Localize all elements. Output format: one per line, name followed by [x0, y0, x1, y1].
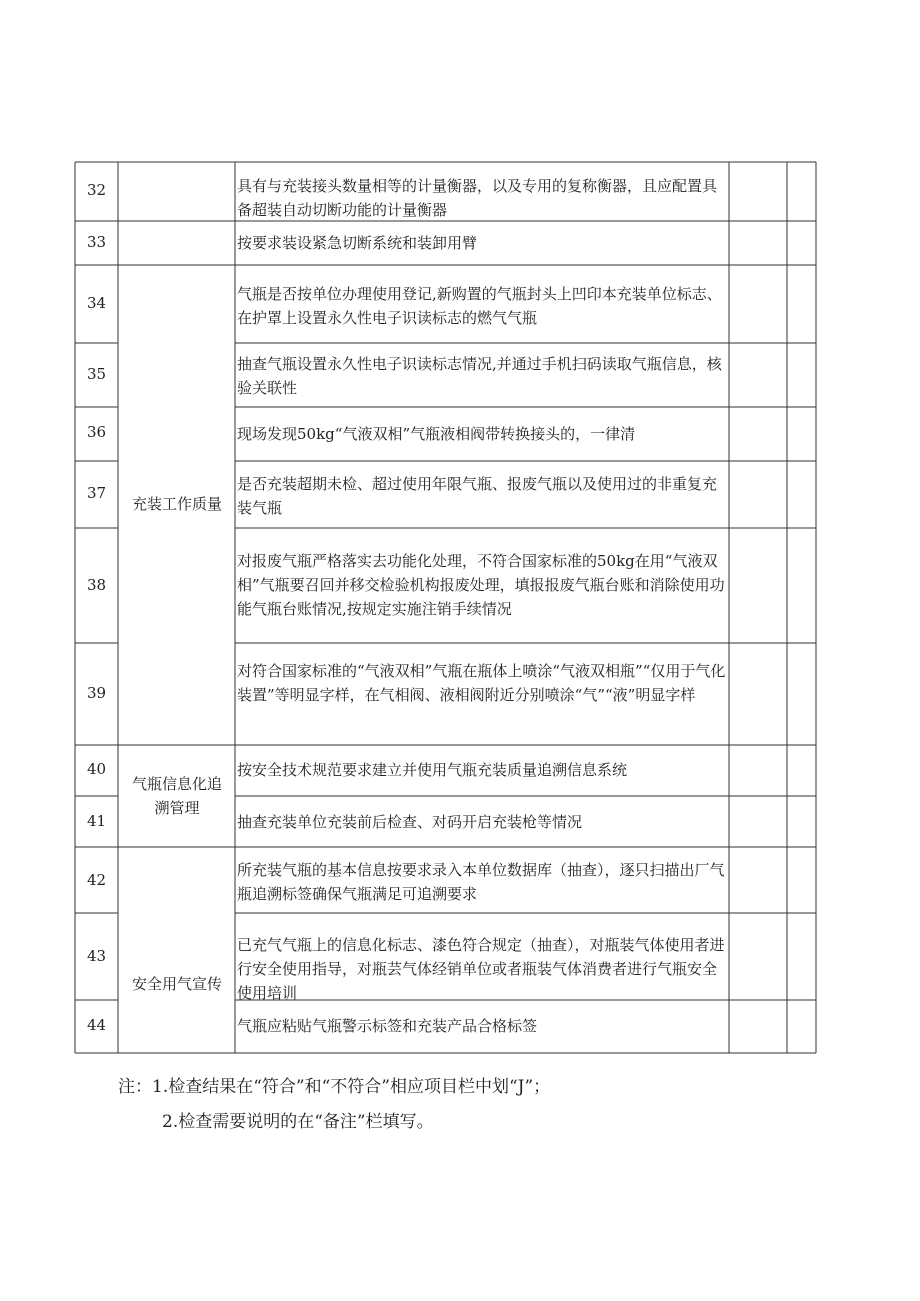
- row-number: 36: [86, 423, 107, 441]
- inspection-item: 按安全技术规范要求建立并使用气瓶充装质量追溯信息系统: [237, 761, 628, 779]
- inspection-item: 所充装气瓶的基本信息按要求录入本单位数据库（抽查），逐只扫描出厂气瓶追溯标签确保气瓶满足可追溯要求: [237, 861, 725, 903]
- row-number: 41: [86, 812, 107, 830]
- inspection-item: 气瓶应粘贴气瓶警示标签和充装产品合格标签: [237, 1017, 538, 1035]
- row-number: 35: [86, 365, 107, 383]
- row-number: 33: [86, 233, 107, 251]
- category-filling-quality: 充装工作质量: [131, 495, 222, 513]
- row-number: 34: [86, 294, 107, 312]
- row-number: 39: [86, 684, 107, 702]
- inspection-item: 抽查充装单位充装前后检查、对码开启充装枪等情况: [237, 813, 583, 831]
- inspection-item: 气瓶是否按单位办理使用登记,新购置的气瓶封头上凹印本充装单位标志、在护罩上设置永久性电子识读标志的燃气气瓶: [237, 285, 722, 327]
- category-safety-promotion: 安全用气宣传: [131, 975, 222, 993]
- row-number: 43: [86, 947, 107, 965]
- footnote-2: 2.检查需要说明的在“备注”栏填写。: [162, 1112, 434, 1132]
- row-number: 37: [86, 484, 107, 502]
- inspection-item: 对符合国家标准的“气液双相”气瓶在瓶体上喷涂“气液双相瓶”“仅用于气化装置”等明显字样，在气相阀、液相阀附近分别喷涂“气”“液”明显字样: [237, 662, 726, 704]
- footnote-1: 注：1.检查结果在“符合”和“不符合”相应项目栏中划“J”；: [118, 1077, 551, 1097]
- inspection-item: 具有与充装接头数量相等的计量衡器，以及专用的复称衡器，且应配置具备超装自动切断功能的计量衡器: [237, 177, 718, 219]
- row-number: 44: [86, 1016, 107, 1034]
- category-traceability: 气瓶信息化追溯管理: [131, 775, 222, 817]
- row-number: 42: [86, 871, 107, 889]
- inspection-item: 按要求装设紧急切断系统和装卸用臂: [237, 234, 478, 252]
- row-number: 32: [86, 181, 107, 199]
- inspection-item: 是否充装超期未检、超过使用年限气瓶、报废气瓶以及使用过的非重复充装气瓶: [237, 475, 718, 517]
- inspection-item: 对报废气瓶严格落实去功能化处理，不符合国家标准的50kg在用“气液双相”气瓶要召回并移交检验机构报废处理，填报报废气瓶台账和消除使用功能气瓶台账情况,按规定实施注销手续情况: [237, 552, 725, 618]
- inspection-item: 抽查气瓶设置永久性电子识读标志情况,并通过手机扫码读取气瓶信息，核验关联性: [237, 355, 722, 397]
- row-number: 40: [86, 760, 107, 778]
- inspection-item: 现场发现50kg“气液双相”气瓶液相阀带转换接头的，一律清: [237, 425, 636, 443]
- inspection-item: 已充气气瓶上的信息化标志、漆色符合规定（抽查），对瓶装气体使用者进行安全使用指导，对瓶芸气体经销单位或者瓶装气体消费者进行气瓶安全使用培训: [237, 936, 725, 1002]
- row-number: 38: [86, 576, 107, 594]
